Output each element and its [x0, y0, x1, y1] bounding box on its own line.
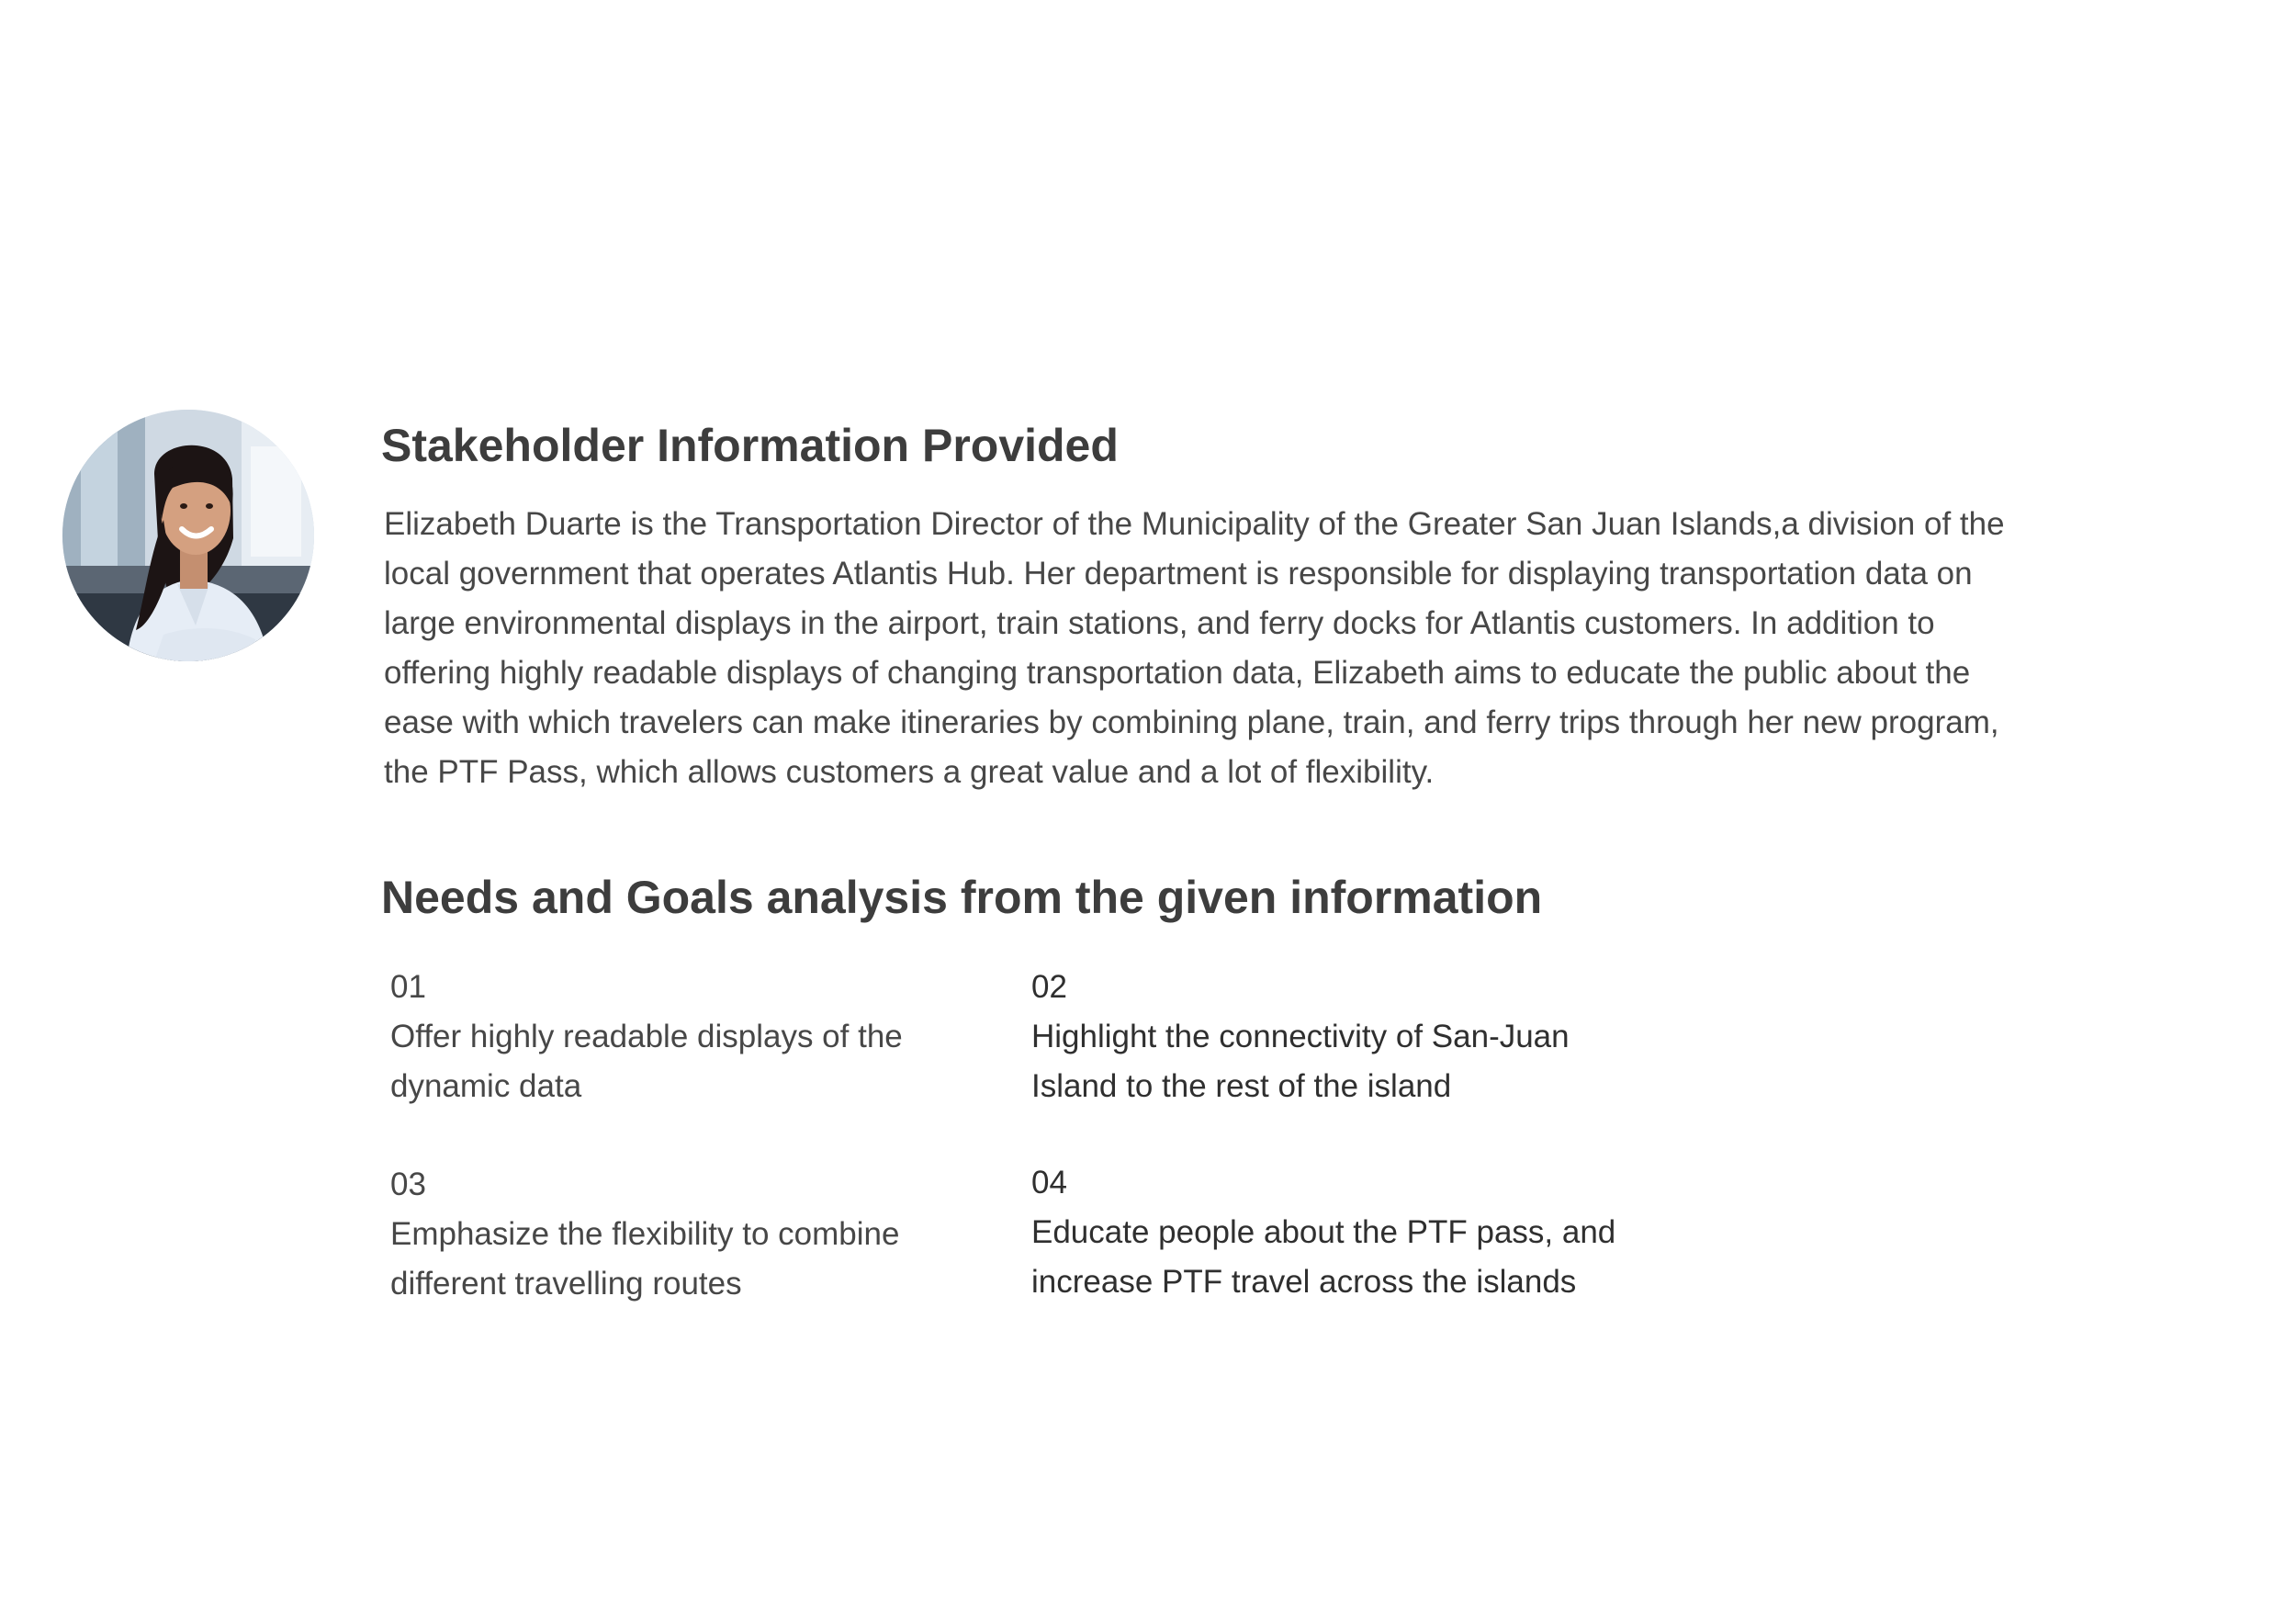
stakeholder-section-title: Stakeholder Information Provided: [381, 420, 1119, 471]
goal-item: [1031, 1158, 1619, 1307]
goal-item: [1031, 963, 1619, 1111]
goal-number: 03: [390, 1167, 426, 1202]
stakeholder-description: Elizabeth Duarte is the Transportation Director of the Municipality of the Greater San Juan Islands,a division of the local government that operates Atlantis Hub. Her department is responsible for displaying transportation data on large environmental displays in the airport, train stations, and ferry docks for Atlantis customers. In addition to offering highly readable displays of changing transportation data, Elizabeth aims to educate the public about the ease with which travelers can make itineraries by combining plane, train, and ferry trips through her new program, the PTF Pass, which allows customers a great value and a lot of flexibility.: [384, 506, 2005, 790]
stakeholder-photo: [62, 410, 314, 661]
goal-item: [390, 1160, 978, 1309]
goal-number: 02: [1031, 969, 1067, 1005]
goal-text: Offer highly readable displays of the dynamic data: [390, 1019, 903, 1104]
needs-goals-section-title: Needs and Goals analysis from the given information: [381, 872, 1543, 923]
goal-number: 04: [1031, 1165, 1067, 1200]
goal-text: Educate people about the PTF pass, and increase PTF travel across the islands: [1031, 1214, 1616, 1300]
goal-text: Highlight the connectivity of San-Juan Island to the rest of the island: [1031, 1019, 1570, 1104]
goal-item: [390, 963, 978, 1111]
stakeholder-avatar: [62, 410, 314, 661]
goal-text: Emphasize the flexibility to combine different travelling routes: [390, 1216, 900, 1302]
goal-number: 01: [390, 969, 426, 1005]
